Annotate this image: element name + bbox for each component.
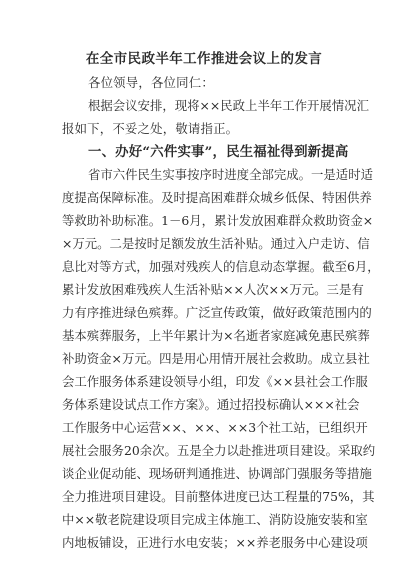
greeting: 各位领导，各位同仁： bbox=[88, 75, 214, 90]
body-line: 力有序推进绿色殡葬。广泛宣传政策，做好政策范围内的 bbox=[62, 305, 372, 320]
body-line: 中××敬老院建设项目完成主体施工、消防设施安装和室 bbox=[62, 512, 368, 527]
body-line: ×万元。二是按时足额发放生活补贴。通过入户走访、信 bbox=[62, 236, 370, 251]
body-line: 补助资金×万元。四是用心用情开展社会救助。成立县社 bbox=[62, 351, 370, 366]
intro-line: 根据会议安排，现将××民政上半年工作开展情况汇 bbox=[88, 98, 369, 113]
section-heading: 一、办好“六件实事”，民生福祉得到新提高 bbox=[88, 144, 349, 160]
body-line: 基本殡葬服务，上半年累计为×名逝者家庭减免惠民殡葬 bbox=[62, 328, 370, 343]
body-line: 省市六件民生实事按序时进度全部完成。一是适时适 bbox=[88, 167, 373, 182]
body-line: 内地板铺设，正进行水电安装；××养老服务中心建设项 bbox=[62, 535, 368, 550]
body-line: 等救助补助标准。1－6月，累计发放困难群众救助资金× bbox=[62, 213, 374, 228]
body-line: 度提高保障标准。及时提高困难群众城乡低保、特困供养 bbox=[62, 190, 372, 205]
body-line: 展社会服务20余次。五是全力以赴推进项目建设。采取约 bbox=[62, 443, 376, 458]
intro-line: 报如下，不妥之处，敬请指正。 bbox=[62, 121, 239, 136]
body-line: 谈企业促动能、现场研判通推进、协调部门强服务等措施 bbox=[62, 466, 372, 481]
body-line: 会工作服务体系建设领导小组，印发《××县社会工作服 bbox=[62, 374, 368, 389]
document-title: 在全市民政半年工作推进会议上的发言 bbox=[85, 51, 323, 67]
body-line: 全力推进项目建设。目前整体进度已达工程量的75%，其 bbox=[62, 489, 375, 504]
body-line: 息比对等方式，加强对残疾人的信息动态掌握。截至6月， bbox=[62, 259, 380, 274]
body-line: 累计发放困难残疾人生活补贴××人次××万元。三是有 bbox=[62, 282, 364, 297]
body-line: 工作服务中心运营××、××、××3个社工站，已组织开 bbox=[62, 420, 368, 435]
body-line: 务体系建设试点工作方案》。通过招投标确认×××社会 bbox=[62, 397, 360, 412]
